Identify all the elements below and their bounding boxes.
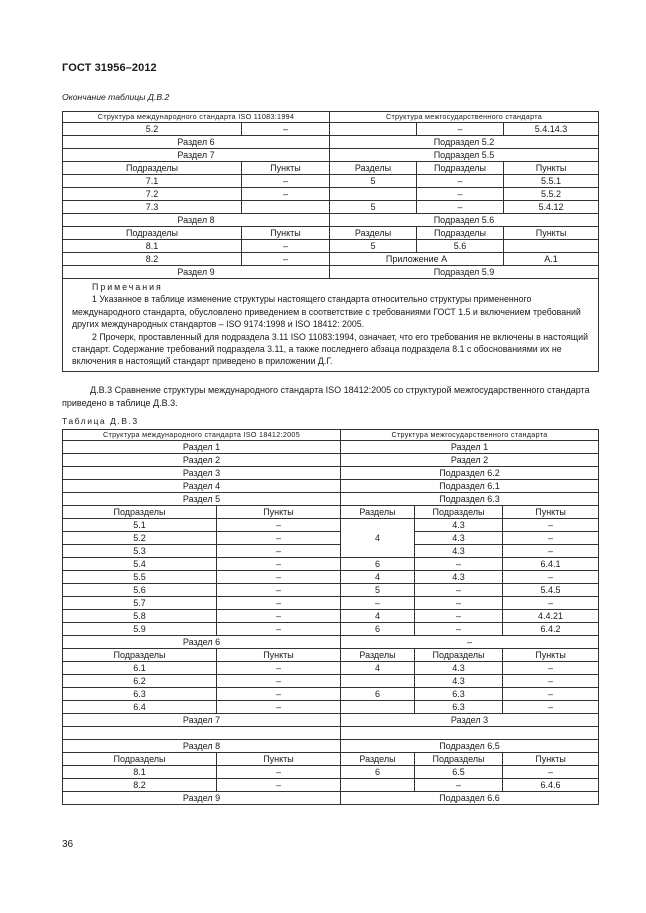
- table-row: [63, 779, 599, 792]
- table-row: [63, 649, 599, 662]
- cell: 8.1: [63, 766, 217, 779]
- table-row: [63, 675, 599, 688]
- cell: Подразделы: [415, 753, 503, 766]
- cell: –: [415, 610, 503, 623]
- cell: –: [242, 123, 330, 136]
- cell: 6.3: [415, 688, 503, 701]
- table-row: [63, 253, 599, 266]
- table-row: [63, 149, 599, 162]
- cell: –: [415, 597, 503, 610]
- cell: –: [417, 123, 504, 136]
- note-1: 1 Указанное в таблице изменение структуры настоящего стандарта относительно структуры примененного международного стандарта, обусловлено приведением в соответствие с требованиями ГОСТ 1.5 и включением требований других международных стандартов – ISO 9174:1998 и ISO 18412: 2005.: [72, 294, 581, 330]
- cell: Подраздел 5.5: [330, 149, 599, 162]
- table-row: [63, 701, 599, 714]
- cell: 4.3: [415, 545, 503, 558]
- table-d-b-2-caption: Окончание таблицы Д.В.2: [62, 92, 170, 102]
- cell: А.1: [504, 253, 599, 266]
- cell: Раздел 2: [341, 454, 599, 467]
- table-row: [63, 636, 599, 649]
- cell: –: [503, 662, 599, 675]
- cell: –: [503, 766, 599, 779]
- table-d-b-2-continuation: [62, 111, 599, 372]
- cell: Разделы: [330, 162, 417, 175]
- cell: Разделы: [341, 649, 415, 662]
- cell: –: [415, 623, 503, 636]
- cell: Раздел 1: [341, 441, 599, 454]
- cell: 6: [341, 558, 415, 571]
- cell: Пункты: [217, 649, 341, 662]
- cell: 5.1: [63, 519, 217, 532]
- cell: Пункты: [504, 227, 599, 240]
- table-row: [63, 201, 599, 214]
- cell: 6: [341, 688, 415, 701]
- cell: 8.2: [63, 779, 217, 792]
- cell: Раздел 5: [63, 493, 341, 506]
- cell: Раздел 1: [63, 441, 341, 454]
- cell: 4.3: [415, 675, 503, 688]
- cell: 4.3: [415, 519, 503, 532]
- cell: Подразделы: [415, 506, 503, 519]
- cell: [341, 701, 415, 714]
- table-row: [63, 740, 599, 753]
- cell: –: [503, 545, 599, 558]
- cell: –: [417, 175, 504, 188]
- cell: [341, 779, 415, 792]
- cell: 4: [341, 519, 415, 558]
- cell: Пункты: [217, 753, 341, 766]
- cell: 7.2: [63, 188, 242, 201]
- table-row: [63, 493, 599, 506]
- cell: 8.2: [63, 253, 242, 266]
- table-row: [63, 532, 599, 545]
- cell: 5: [341, 584, 415, 597]
- cell: 5.4.14.3: [504, 123, 599, 136]
- cell: Раздел 3: [63, 467, 341, 480]
- cell: 4.3: [415, 662, 503, 675]
- cell: 4: [341, 571, 415, 584]
- cell: Подраздел 6.3: [341, 493, 599, 506]
- cell: Подразделы: [63, 162, 242, 175]
- table-row: [63, 519, 599, 532]
- cell: Подразделы: [63, 227, 242, 240]
- cell: Подраздел 6.5: [341, 740, 599, 753]
- cell: 7.1: [63, 175, 242, 188]
- table-row: [63, 766, 599, 779]
- cell: –: [503, 597, 599, 610]
- note-2: 2 Прочерк, проставленный для подраздела 3.11 ISO 11083:1994, означает, что его требования не включены в настоящий стандарт. Содержание требований подраздела 3.11, а также последнего абзаца подраздела 8.1 с обоснованиями их не включения в настоящий стандарт приведено в приложении Д.Г.: [72, 331, 588, 367]
- table-row: [63, 623, 599, 636]
- cell: 5.7: [63, 597, 217, 610]
- cell: –: [217, 766, 341, 779]
- cell: 5.6: [417, 240, 504, 253]
- cell: –: [242, 188, 330, 201]
- cell: 6.4: [63, 701, 217, 714]
- cell: Разделы: [341, 506, 415, 519]
- cell: [504, 240, 599, 253]
- table-row: [63, 227, 599, 240]
- cell: –: [417, 188, 504, 201]
- cell: –: [503, 675, 599, 688]
- cell: 6.4.1: [503, 558, 599, 571]
- table-row: [63, 136, 599, 149]
- cell: [242, 201, 330, 214]
- cell: Раздел 9: [63, 266, 330, 279]
- cell: –: [217, 688, 341, 701]
- cell: 6.2: [63, 675, 217, 688]
- cell: Разделы: [330, 227, 417, 240]
- cell: –: [217, 584, 341, 597]
- table-row: [63, 480, 599, 493]
- cell: –: [503, 688, 599, 701]
- notes-title: Примечания: [92, 282, 163, 292]
- cell: Подразделы: [63, 506, 217, 519]
- cell: Раздел 8: [63, 214, 330, 227]
- cell: Пункты: [242, 227, 330, 240]
- cell: 5.5.2: [504, 188, 599, 201]
- cell: –: [242, 175, 330, 188]
- cell: Пункты: [503, 649, 599, 662]
- cell: –: [217, 779, 341, 792]
- cell: Раздел 8: [63, 740, 341, 753]
- cell: –: [341, 636, 599, 649]
- cell: 6: [341, 766, 415, 779]
- cell: 5: [330, 240, 417, 253]
- cell: 5.3: [63, 545, 217, 558]
- cell: –: [217, 662, 341, 675]
- cell: Подразделы: [415, 649, 503, 662]
- cell: 4.3: [415, 571, 503, 584]
- cell: Пункты: [503, 506, 599, 519]
- table-row: [63, 188, 599, 201]
- cell: 6.4.6: [503, 779, 599, 792]
- table-row: [63, 266, 599, 279]
- cell: –: [417, 201, 504, 214]
- document-header: ГОСТ 31956–2012: [62, 62, 157, 74]
- cell: 5.4: [63, 558, 217, 571]
- cell: 5.5.1: [504, 175, 599, 188]
- table-row: [63, 571, 599, 584]
- cell: Раздел 6: [63, 136, 330, 149]
- cell: Приложение А: [330, 253, 504, 266]
- cell: Раздел 6: [63, 636, 341, 649]
- cell: 4.3: [415, 532, 503, 545]
- cell: 7.3: [63, 201, 242, 214]
- cell: –: [217, 532, 341, 545]
- cell: –: [217, 519, 341, 532]
- cell: –: [217, 675, 341, 688]
- cell: 5.4.12: [504, 201, 599, 214]
- cell: Раздел 7: [63, 714, 341, 727]
- cell: Разделы: [341, 753, 415, 766]
- cell: –: [217, 701, 341, 714]
- cell: –: [217, 558, 341, 571]
- cell: Подразделы: [63, 753, 217, 766]
- cell: Подразделы: [63, 649, 217, 662]
- page-number: 36: [62, 839, 74, 850]
- table-head: [63, 430, 599, 441]
- table-row: [63, 558, 599, 571]
- cell: –: [503, 532, 599, 545]
- cell: 5.2: [63, 123, 242, 136]
- cell: Подраздел 6.2: [341, 467, 599, 480]
- table-row: [63, 662, 599, 675]
- cell: Пункты: [504, 162, 599, 175]
- cell: –: [242, 253, 330, 266]
- cell: 8.1: [63, 240, 242, 253]
- cell: Раздел 3: [341, 714, 599, 727]
- cell: 5: [330, 175, 417, 188]
- head-international: Структура международного стандарта ISO 18412:2005: [63, 430, 341, 441]
- cell: –: [242, 240, 330, 253]
- table-row: [63, 162, 599, 175]
- cell: 6.5: [415, 766, 503, 779]
- table-row: [63, 688, 599, 701]
- head-interstate: Структура межгосударственного стандарта: [330, 112, 599, 123]
- cell: Подраздел 6.6: [341, 792, 599, 805]
- cell: 5.9: [63, 623, 217, 636]
- cell: 5.5: [63, 571, 217, 584]
- cell: [341, 675, 415, 688]
- cell: –: [217, 571, 341, 584]
- cell: 5: [330, 201, 417, 214]
- table-d-b-3-caption: Таблица Д.В.3: [62, 416, 139, 426]
- cell: Раздел 9: [63, 792, 341, 805]
- cell: Раздел 4: [63, 480, 341, 493]
- table-row: [63, 610, 599, 623]
- table-row: [63, 714, 599, 727]
- cell: Подразделы: [417, 162, 504, 175]
- table-d-b-3: [62, 429, 599, 805]
- table-row: [63, 545, 599, 558]
- cell: 5.2: [63, 532, 217, 545]
- cell: –: [217, 545, 341, 558]
- cell: Пункты: [503, 753, 599, 766]
- table-row: [63, 584, 599, 597]
- table-notes-row: [63, 279, 599, 372]
- table-row: [63, 792, 599, 805]
- cell: –: [217, 623, 341, 636]
- cell: 6.3: [63, 688, 217, 701]
- cell: Подраздел 5.2: [330, 136, 599, 149]
- cell: –: [341, 597, 415, 610]
- cell: 4: [341, 662, 415, 675]
- cell: Подраздел 5.6: [330, 214, 599, 227]
- cell: [63, 727, 341, 740]
- table-row: [63, 753, 599, 766]
- cell: Пункты: [242, 162, 330, 175]
- cell: 5.4.5: [503, 584, 599, 597]
- table-row: [63, 454, 599, 467]
- table-row: [63, 597, 599, 610]
- cell: Раздел 7: [63, 149, 330, 162]
- head-international: Структура международного стандарта ISO 11083:1994: [63, 112, 330, 123]
- table-row: [63, 123, 599, 136]
- cell: [330, 123, 417, 136]
- cell: –: [503, 571, 599, 584]
- cell: –: [415, 558, 503, 571]
- cell: –: [415, 779, 503, 792]
- cell: Подраздел 6.1: [341, 480, 599, 493]
- cell: 5.6: [63, 584, 217, 597]
- table-row: [63, 240, 599, 253]
- cell: 4.4.21: [503, 610, 599, 623]
- table-row: [63, 467, 599, 480]
- table-row: [63, 214, 599, 227]
- cell: 6.3: [415, 701, 503, 714]
- table-row: [63, 175, 599, 188]
- table-notes: [63, 279, 599, 372]
- table-row-empty: [63, 727, 599, 740]
- cell: [341, 727, 599, 740]
- cell: Подраздел 5.9: [330, 266, 599, 279]
- cell: –: [503, 519, 599, 532]
- table-head: [63, 112, 599, 123]
- head-interstate: Структура межгосударственного стандарта: [341, 430, 599, 441]
- cell: Раздел 2: [63, 454, 341, 467]
- cell: 6: [341, 623, 415, 636]
- cell: –: [217, 610, 341, 623]
- cell: 5.8: [63, 610, 217, 623]
- table-row: [63, 441, 599, 454]
- cell: –: [217, 597, 341, 610]
- cell: 6.1: [63, 662, 217, 675]
- cell: –: [503, 701, 599, 714]
- cell: Подразделы: [417, 227, 504, 240]
- cell: Пункты: [217, 506, 341, 519]
- cell: 6.4.2: [503, 623, 599, 636]
- cell: 4: [341, 610, 415, 623]
- table-row: [63, 506, 599, 519]
- cell: [330, 188, 417, 201]
- paragraph-d-b-3: Д.В.3 Сравнение структуры международного стандарта ISO 18412:2005 со структурой межгосударственного стандарта приведено в таблице Д.В.3.: [62, 385, 590, 408]
- cell: –: [415, 584, 503, 597]
